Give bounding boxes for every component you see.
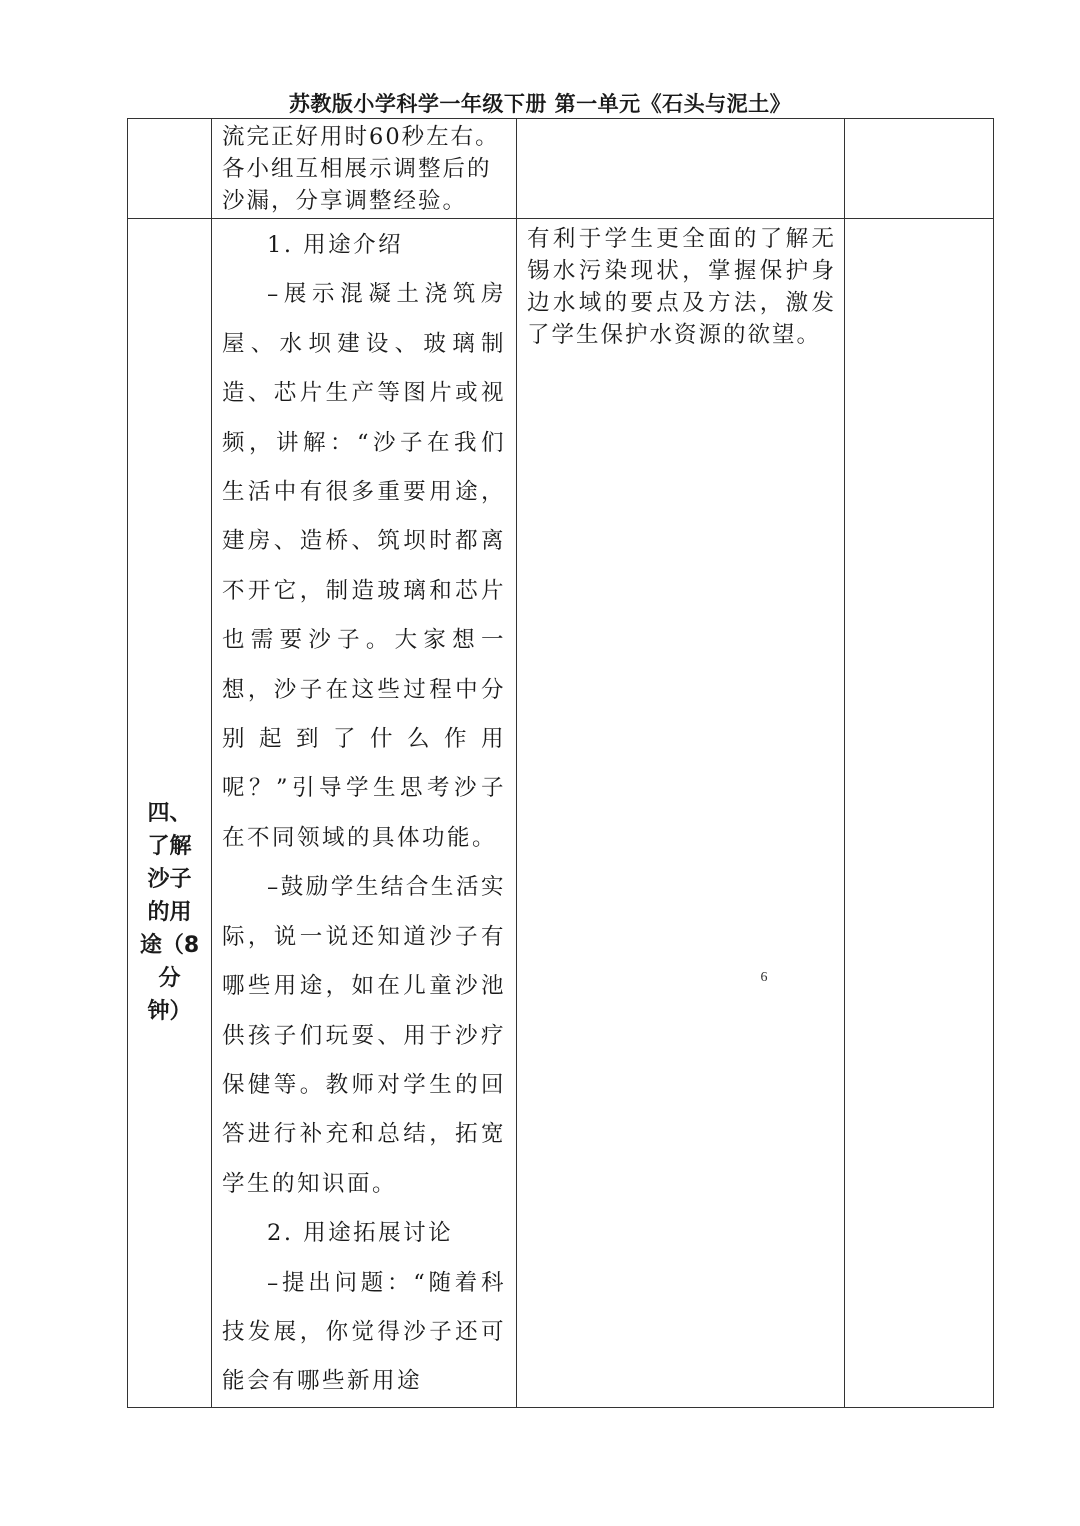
- table-row: [128, 219, 994, 1408]
- content-line: 沙漏，分享调整经验。: [222, 188, 468, 214]
- process-paragraph: –鼓励学生结合生活实际，说一说还知道沙子有哪些用途，如在儿童沙池供孩子们玩耍、用于沙疗保健等。教师对学生的回答进行补充和总结，拓宽学生的知识面。: [222, 874, 506, 1197]
- process-paragraph: –提出问题：“随着科技发展，你觉得沙子还可能会有哪些新用途: [222, 1269, 506, 1395]
- page-number: 6: [760, 970, 768, 985]
- process-cell: [212, 219, 517, 1408]
- content-cell: [212, 119, 517, 219]
- lesson-plan-table: [127, 118, 994, 1408]
- stage-cell: [128, 219, 212, 1408]
- page-header-title: 苏教版小学科学一年级下册 第一单元《石头与泥土》: [288, 92, 792, 116]
- section-heading: 1. 用途介绍: [267, 232, 404, 258]
- stage-cell-empty: [128, 119, 212, 219]
- stage-label: 四、 了解 沙子 的用 途（8 分 钟）: [139, 801, 200, 1024]
- table-row: [128, 119, 994, 219]
- process-paragraph: –展示混凝土浇筑房屋、水坝建设、玻璃制造、芯片生产等图片或视频，讲解：“沙子在我们生活中有很多重要用途，建房、造桥、筑坝时都离不开它，制造玻璃和芯片也需要沙子。大家想一想，沙子在这些过程中分别起到了什么作用呢？”引导学生思考沙子在不同领域的具体功能。: [222, 281, 506, 851]
- design-intent-text: 有利于学生更全面的了解无锡水污染现状，掌握保护身边水域的要点及方法，激发了学生保护水资源的欲望。: [527, 226, 836, 348]
- intent-cell-empty: [517, 119, 845, 219]
- intent-cell: [517, 219, 845, 1408]
- content-line: 流完正好用时60秒左右。: [222, 124, 500, 150]
- section-heading: 2. 用途拓展讨论: [267, 1220, 454, 1247]
- notes-cell-empty: [845, 219, 994, 1408]
- notes-cell-empty: [845, 119, 994, 219]
- content-line: 各小组互相展示调整后的: [222, 156, 492, 182]
